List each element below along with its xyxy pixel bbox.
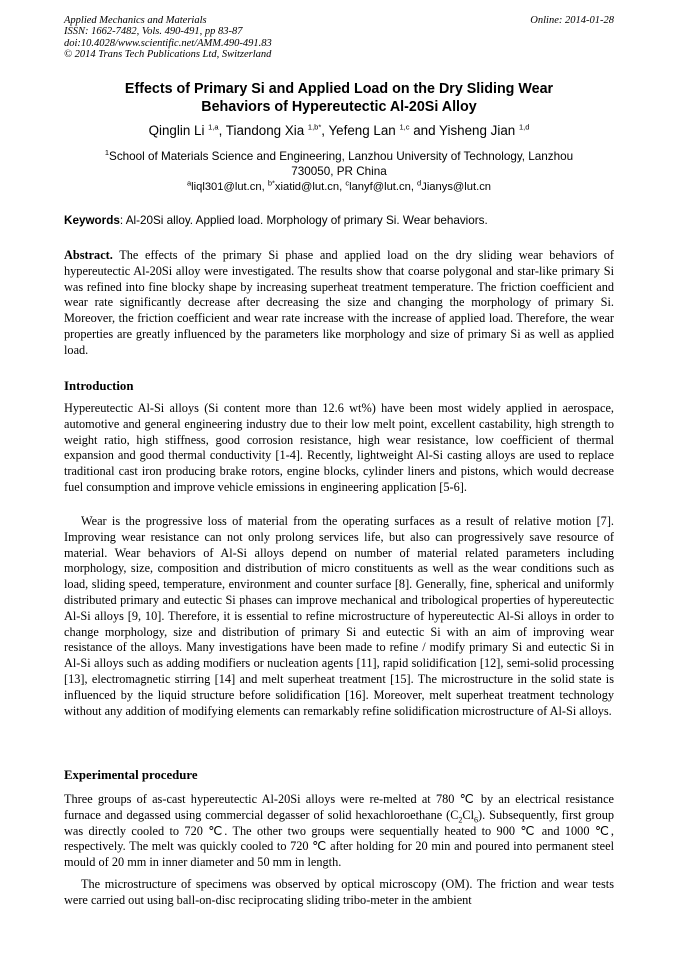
email-address: Jianys@lut.cn bbox=[421, 181, 492, 193]
experimental-text: Cl bbox=[462, 807, 475, 822]
affiliation-line-1: School of Materials Science and Engineering, Lanzhou University of Technology, Lanzhou bbox=[109, 150, 574, 163]
affiliation-line-2: 730050, PR China bbox=[291, 164, 387, 178]
experimental-paragraph-2: The microstructure of specimens was observed by optical microscopy (OM). The friction and wear tests were carried out using ball-on-disc reciprocating sliding tribo-meter in the ambient bbox=[64, 877, 614, 907]
journal-header bbox=[64, 15, 272, 61]
email-address: lanyf@lut.cn, bbox=[349, 181, 418, 193]
author-name: Yefeng Lan bbox=[328, 123, 400, 138]
author-separator: and bbox=[409, 123, 440, 138]
experimental-text: Three groups of as-cast hypereutectic Al-20Si alloys were re-melted at 780 ℃ by an electrical resistance furnace and degassed using commercial degasser of solid hexachloroethane (C bbox=[64, 792, 614, 822]
introduction-heading: Introduction bbox=[64, 379, 134, 393]
author-separator: , bbox=[218, 123, 226, 138]
email-address: liql301@lut.cn, bbox=[191, 181, 268, 193]
keywords bbox=[64, 213, 614, 228]
paper-title bbox=[60, 80, 618, 116]
author-list bbox=[60, 123, 618, 139]
affiliation bbox=[80, 150, 598, 179]
email-address: xiatid@lut.cn, bbox=[274, 181, 346, 193]
author-name: Tiandong Xia bbox=[225, 123, 308, 138]
title-line-2: Behaviors of Hypereutectic Al-20Si Alloy bbox=[201, 99, 477, 115]
email-list bbox=[60, 180, 618, 194]
doi-line: doi:10.4028/www.scientific.net/AMM.490-491.83 bbox=[64, 37, 272, 49]
author-affil-mark: 1,c bbox=[399, 122, 410, 132]
email-mark: d bbox=[417, 178, 422, 188]
abstract bbox=[64, 248, 614, 359]
author-separator: , bbox=[321, 123, 329, 138]
formula-subscript: 6 bbox=[474, 815, 479, 825]
author-affil-mark: 1,d bbox=[518, 122, 530, 132]
issn-line: ISSN: 1662-7482, Vols. 490-491, pp 83-87 bbox=[64, 26, 243, 38]
abstract-label: Abstract. bbox=[64, 248, 113, 262]
author-affil-mark: 1,b* bbox=[307, 122, 322, 132]
author-name: Qinglin Li bbox=[148, 123, 209, 138]
journal-name: Applied Mechanics and Materials bbox=[64, 15, 207, 26]
email-mark: a bbox=[186, 178, 192, 188]
keywords-label: Keywords bbox=[64, 214, 120, 227]
introduction-paragraph-1: Hypereutectic Al-Si alloys (Si content more than 12.6 wt%) have been most widely applied in aerospace, automotive and general engineering industry due to their low melt point, excellent castability, high strength to weight ratio, high stiffness, good corrosion resistance, high wear resistance, low coefficient of thermal expansion and good thermal conductivity [1-4]. Recently, lightweight Al-Si casting alloys are used to replace traditional cast iron producing brake rotors, engine blocks, cylinder liners and pistons, which would decrease fuel consumption and improve vehicle emissions in engineering application [5-6]. bbox=[64, 401, 614, 494]
author-name: Yisheng Jian bbox=[439, 123, 519, 138]
online-date: Online: 2014-01-28 bbox=[530, 15, 614, 26]
experimental-heading: Experimental procedure bbox=[64, 768, 198, 782]
author-affil-mark: 1,a bbox=[208, 122, 219, 132]
formula-subscript: 2 bbox=[458, 815, 463, 825]
email-mark: c bbox=[345, 178, 350, 188]
keywords-text: : Al-20Si alloy. Applied load. Morphology of primary Si. Wear behaviors. bbox=[119, 214, 488, 227]
experimental-paragraph-1 bbox=[64, 792, 614, 871]
affiliation-mark: 1 bbox=[104, 148, 110, 158]
abstract-text: The effects of the primary Si phase and applied load on the dry sliding wear behaviors of hypereutectic Al-20Si alloy were investigated. The results show that coarse polygonal and star-like primary Si was refined into fine blocky shape by increasing superheat treatment temperature. The friction coefficient and wear rate significantly decrease after decreasing the size and changing the morphology of primary Si. Moreover, the friction coefficient and wear rate increase with the increase of applied load. Therefore, the wear properties are greatly influenced by the parameters like morphology and size of primary Si as well as applied load. bbox=[64, 248, 614, 357]
title-line-1: Effects of Primary Si and Applied Load on the Dry Sliding Wear bbox=[124, 81, 554, 97]
introduction-paragraph-2: Wear is the progressive loss of material from the operating surfaces as a result of relative motion [7]. Improving wear resistance can not only prolong services life, but also can progressively save resource of material. Wear behaviors of Al-Si alloys depend on number of material related parameters including morphology, size, composition and distribution of micro constituents as well as the wear conditions such as load, sliding speed, temperature, environment and counter surface [8]. Generally, fine, spherical and uniformly distributed primary and eutectic Si phases can improve mechanical and tribological properties of hypereutectic Al-Si alloys [9, 10]. Therefore, it is essential to refine microstructure of hypereutectic Al-Si alloys in order to change morphology, size and distribution of primary Si and eutectic Si with an aim of improving wear resistance of the alloys. Many investigations have been made to refine / modify primary Si and eutectic Si in Al-Si alloys such as adding modifiers or nucleation agents [11], rapid solidification [12], semi-solid processing [13], electromagnetic stirring [14] and melt superheat treatment [15]. The microstructure in the solid state is influenced by the liquid structure before solidification [16]. Moreover, melt superheat treatment technology without any addition of modifying elements can remarkably refine solidification microstructure of Al-Si alloys. bbox=[64, 514, 614, 718]
email-mark: b* bbox=[267, 178, 275, 188]
experimental-text: ). Subsequently, first group was directly cooled to 720 ℃. The other two groups were sequentially heated to 900 ℃ and 1000 ℃, respectively. The melt was quickly cooled to 720 ℃ after holding for 20 min and poured into permanent steel mould of 20 mm in inner diameter and 50 mm in length. bbox=[64, 807, 614, 870]
copyright-line: © 2014 Trans Tech Publications Ltd, Switzerland bbox=[64, 49, 272, 61]
